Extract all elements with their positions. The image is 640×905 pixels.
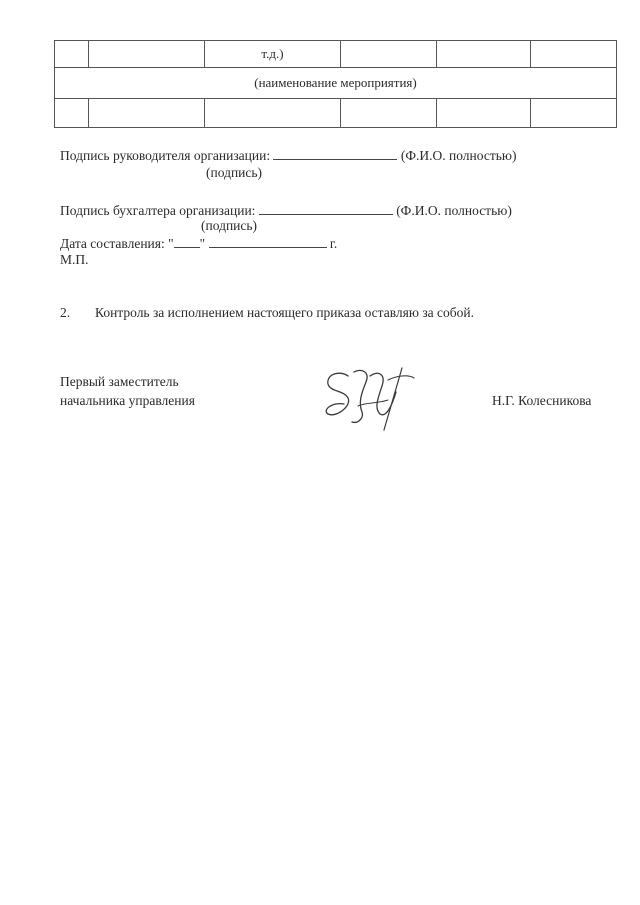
- table-cell: [55, 99, 89, 128]
- item-text: Контроль за исполнением настоящего приказа оставляю за собой.: [95, 305, 474, 320]
- stamp-place: М.П.: [60, 252, 89, 267]
- table-cell: [205, 99, 341, 128]
- table-cell: [437, 99, 531, 128]
- table-merged-cell: [55, 68, 617, 99]
- event-name-caption: (наименование мероприятия): [254, 75, 417, 90]
- events-table: [54, 40, 617, 128]
- table-row: [55, 41, 617, 68]
- handwritten-signature-icon: [318, 362, 428, 432]
- date-quote: ": [199, 236, 206, 251]
- table-cell: [341, 99, 437, 128]
- table-cell-text: т.д.): [261, 46, 284, 61]
- accountant-signature-sublabel: (подпись): [201, 218, 258, 233]
- item-number: 2.: [60, 305, 71, 320]
- accountant-signature-line: [60, 203, 512, 218]
- table-cell: [205, 41, 341, 68]
- date-day-blank: [174, 236, 200, 248]
- table-row: [55, 99, 617, 128]
- table-cell: [55, 41, 89, 68]
- accountant-signature-label: Подпись бухгалтера организации:: [60, 203, 256, 218]
- signatory-name: Н.Г. Колесникова: [492, 393, 592, 408]
- head-signature-sublabel: (подпись): [206, 165, 263, 180]
- table-cell: [89, 99, 205, 128]
- signatory-title-line2: начальника управления: [60, 393, 195, 408]
- head-name-hint: (Ф.И.О. полностью): [400, 148, 517, 163]
- table-cell: [531, 99, 617, 128]
- date-label: Дата составления: ": [60, 236, 174, 251]
- date-line: [60, 236, 337, 251]
- head-signature-label: Подпись руководителя организации:: [60, 148, 271, 163]
- head-signature-line: [60, 148, 516, 163]
- date-month-blank: [209, 236, 327, 248]
- date-suffix: г.: [329, 236, 338, 251]
- accountant-signature-blank: [259, 203, 393, 215]
- table-row: [55, 68, 617, 99]
- signatory-title-line1: Первый заместитель: [60, 374, 179, 389]
- head-signature-blank: [273, 148, 397, 160]
- table-cell: [341, 41, 437, 68]
- table-cell: [437, 41, 531, 68]
- table-cell: [531, 41, 617, 68]
- accountant-name-hint: (Ф.И.О. полностью): [396, 203, 512, 218]
- table-cell: [89, 41, 205, 68]
